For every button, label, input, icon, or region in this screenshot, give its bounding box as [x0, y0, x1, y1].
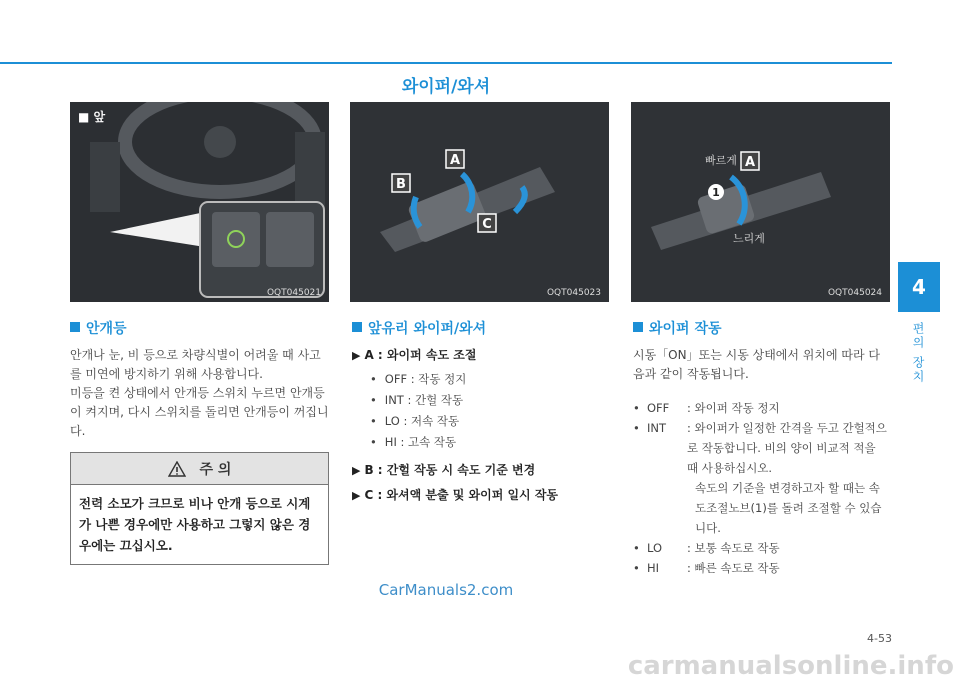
fog-lamp-para1: 안개나 눈, 비 등으로 차량식별이 어려울 때 사고를 미연에 방지하기 위해 사용합니다. — [70, 348, 321, 381]
slow-label: 느리게 — [733, 232, 765, 245]
square-bullet-icon — [352, 322, 362, 332]
fog-lamp-photo — [70, 102, 329, 302]
list-item: • HI : 빠른 속도로 작동 — [633, 561, 780, 575]
warning-triangle-icon — [168, 461, 186, 477]
image-tag: ■ 앞 — [78, 110, 106, 124]
list-item: • HI : 고속 작동 — [352, 432, 610, 453]
list-item: 속도의 기준을 변경하고자 할 때는 속도조절노브(1)를 돌려 조절할 수 있습니다. — [695, 481, 882, 535]
chapter-side-label: 편의 장치 — [911, 322, 925, 384]
square-bullet-icon — [70, 322, 80, 332]
lever-label-a: A — [744, 155, 756, 170]
knob-label: 1 — [712, 186, 720, 199]
caution-box — [70, 452, 329, 565]
list-item: • OFF : 작동 정지 — [352, 369, 610, 390]
column-wiper-operation — [633, 318, 890, 578]
heading-fog-lamp: 안개등 — [70, 318, 332, 338]
image-code: OQT045021 — [266, 288, 321, 298]
fast-label: 빠르게 — [705, 154, 737, 167]
fog-lamp-para2: 미등을 켠 상태에서 안개등 스위치 누르면 안개등이 켜지며, 다시 스위치를 돌리면 안개등이 꺼집니다. — [70, 386, 329, 438]
triangle-right-icon: ▶ — [352, 464, 361, 477]
caution-title: 주 의 — [199, 461, 232, 478]
sub-a: ▶ A : 와이퍼 속도 조절 — [352, 348, 477, 362]
column-fog-lamp — [70, 318, 332, 441]
wiper-speed-illustration — [631, 102, 890, 302]
list-item: • INT : 와이퍼가 일정한 간격을 두고 간헐적으로 작동합니다. 비의 양이 비교적 적을 때 사용하십시오. — [633, 421, 887, 475]
site-watermark: carmanualsonline.info — [627, 651, 954, 681]
wiper-lever-illustration — [350, 102, 609, 302]
list-item: • LO : 보통 속도로 작동 — [633, 541, 780, 555]
sub-c: ▶ C : 와셔액 분출 및 와이퍼 일시 작동 — [352, 488, 559, 502]
watermark-link[interactable]: CarManuals2.com — [378, 581, 514, 599]
list-item: • OFF : 와이퍼 작동 정지 — [633, 401, 780, 415]
fog-lamp-illustration — [70, 102, 329, 302]
image-code: OQT045024 — [827, 288, 882, 298]
image-code: OQT045023 — [546, 288, 601, 298]
triangle-right-icon: ▶ — [352, 489, 361, 502]
column-wiper-washer — [352, 318, 610, 509]
heading-wiper-operation: 와이퍼 작동 — [633, 318, 890, 338]
lever-label-c: C — [482, 217, 492, 232]
lever-label-b: B — [396, 177, 406, 192]
wiper-lever-photo — [350, 102, 609, 302]
top-rule — [0, 62, 892, 64]
wiper-operation-para: 시동「ON」또는 시동 상태에서 위치에 따라 다음과 같이 작동됩니다. — [633, 348, 880, 381]
wiper-mode-list — [633, 398, 890, 578]
wiper-speed-photo — [631, 102, 890, 302]
heading-wiper-washer: 앞유리 와이퍼/와셔 — [352, 318, 610, 338]
chapter-tab[interactable]: 4 — [898, 262, 940, 312]
section-title: 와이퍼/와셔 — [401, 77, 491, 97]
square-bullet-icon — [633, 322, 643, 332]
list-item: • LO : 저속 작동 — [352, 411, 610, 432]
sub-b: ▶ B : 간헐 작동 시 속도 기준 변경 — [352, 463, 536, 477]
caution-header — [71, 453, 328, 485]
lever-label-a: A — [449, 153, 461, 168]
page-number: 4-53 — [867, 632, 892, 645]
list-item: • INT : 간헐 작동 — [352, 390, 610, 411]
triangle-right-icon: ▶ — [352, 349, 361, 362]
caution-text: 전력 소모가 크므로 비나 안개 등으로 시계가 나쁜 경우에만 사용하고 그렇지 않은 경우에는 끄십시오. — [79, 496, 311, 553]
